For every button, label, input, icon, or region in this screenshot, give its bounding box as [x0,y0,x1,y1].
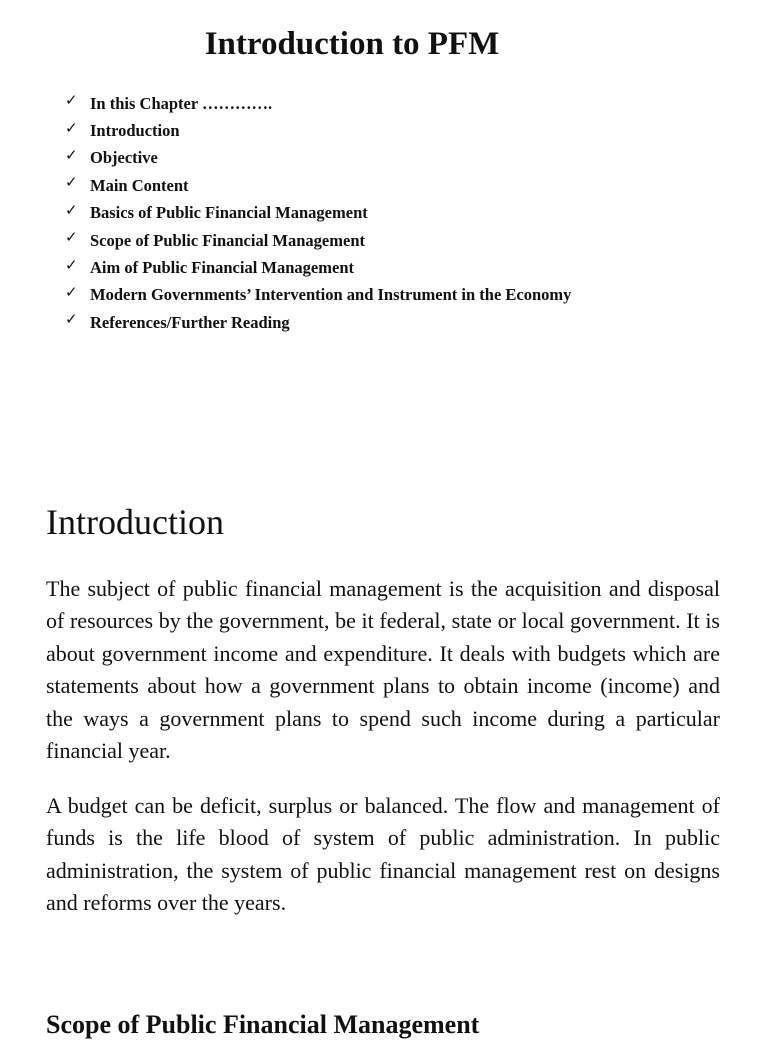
list-item [64,172,571,199]
list-item-label: Modern Governments’ Intervention and Instrument in the Economy [90,285,572,305]
check-icon: ✓ [65,120,78,137]
check-icon: ✓ [65,93,78,110]
list-item [64,309,571,336]
list-item-label: Basics of Public Financial Management [90,203,368,223]
check-icon: ✓ [65,312,78,329]
list-item-label: In this Chapter …………. [90,93,273,113]
list-item-label: Introduction [90,121,180,141]
list-item [64,145,571,172]
list-item [64,282,571,309]
check-icon: ✓ [65,257,78,274]
list-item [64,200,571,227]
list-item-label: References/Further Reading [90,312,290,332]
list-item-label: Objective [90,148,158,168]
chapter-contents-list [64,90,571,337]
section-heading-scope: Scope of Public Financial Management [46,1010,480,1039]
check-icon: ✓ [65,175,78,192]
section-heading-introduction: Introduction [46,502,224,542]
list-item [64,254,571,281]
list-item-label: Main Content [90,175,189,195]
list-item-label: Scope of Public Financial Management [90,230,365,250]
list-item [64,90,571,117]
check-icon: ✓ [65,230,78,247]
check-icon: ✓ [65,284,78,301]
check-icon: ✓ [65,147,78,164]
list-item [64,117,571,144]
paragraph: The subject of public financial management is the acquisition and disposal of resources by the government, be it federal, state or local government. It is about government income and expenditure. It deals with budgets which are statements about how a government plans to obtain income (income) and the ways a government plans to spend such income during a particular financial year. [46,576,720,764]
page-title: Introduction to PFM [204,26,500,62]
list-item [64,227,571,254]
check-icon: ✓ [65,202,78,219]
paragraph: A budget can be deficit, surplus or balanced. The flow and management of funds is the life blood of system of public administration. In public administration, the system of public financial management rest on designs and reforms over the years. [46,793,720,916]
list-item-label: Aim of Public Financial Management [90,258,354,278]
